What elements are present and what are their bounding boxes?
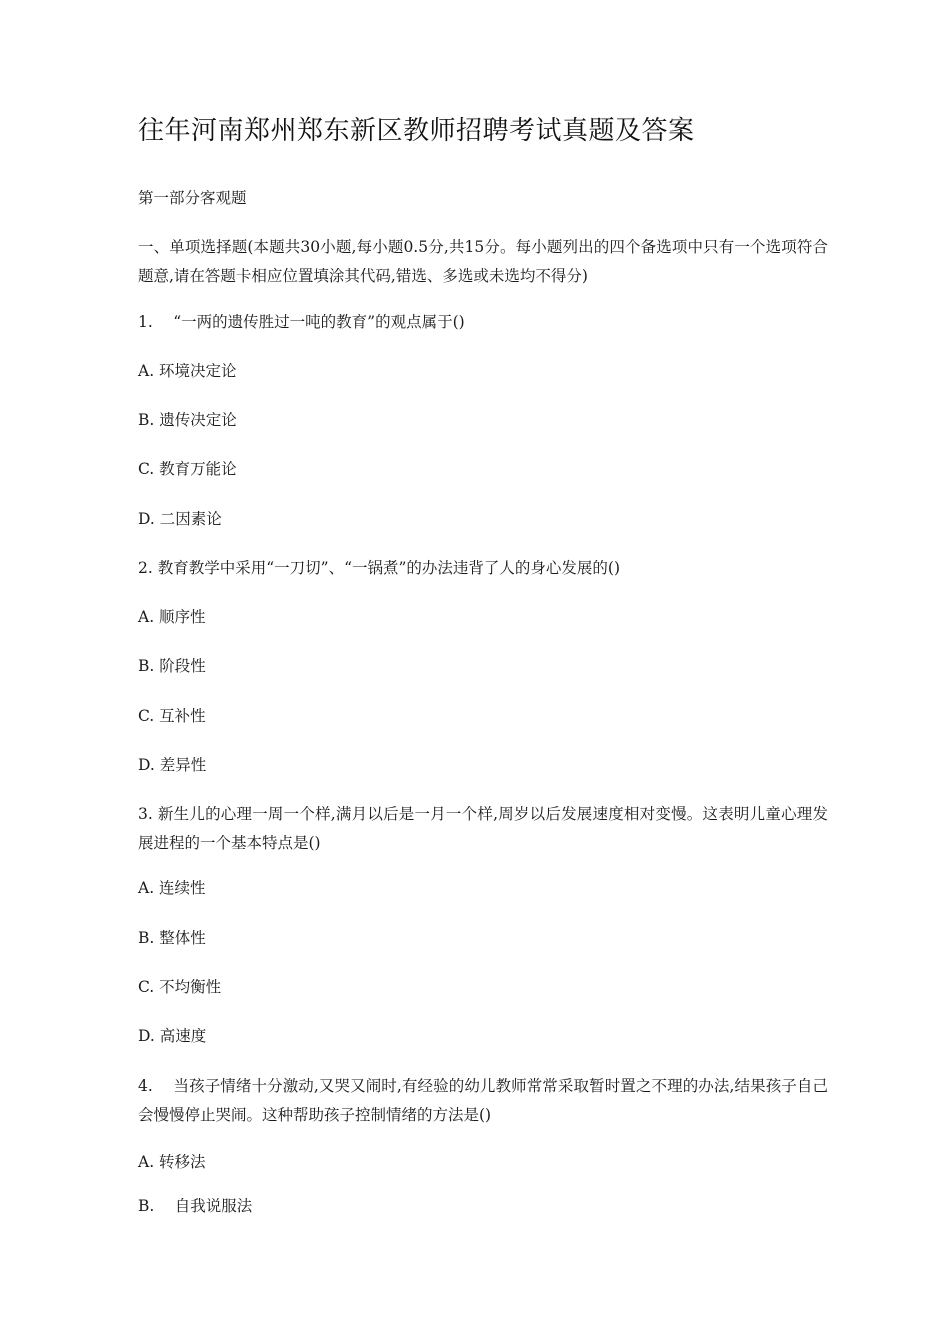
question-1-option-d: D. 二因素论 [138, 510, 222, 528]
document-title: 往年河南郑州郑东新区教师招聘考试真题及答案 [138, 116, 695, 146]
question-3-option-a: A. 连续性 [138, 879, 206, 897]
question-3-option-b: B. 整体性 [138, 929, 206, 947]
question-3-option-d: D. 高速度 [138, 1027, 207, 1045]
question-1-option-a: A. 环境决定论 [138, 362, 237, 380]
question-1-stem: 1. “一两的遗传胜过一吨的教育”的观点属于() [138, 313, 465, 331]
question-4-stem: 4. 当孩子情绪十分激动,又哭又闹时,有经验的幼儿教师常常采取暂时置之不理的办法,结果孩子自己会慢慢停止哭闹。这种帮助孩子控制情绪的方法是() [138, 1077, 828, 1124]
section-intro: 一、单项选择题(本题共30小题,每小题0.5分,共15分。每小题列出的四个备选项中只有一个选项符合题意,请在答题卡相应位置填涂其代码,错选、多选或未选均不得分) [138, 238, 828, 285]
question-2-option-c: C. 互补性 [138, 707, 206, 725]
question-1-option-b: B. 遗传决定论 [138, 411, 237, 429]
question-2-option-a: A. 顺序性 [138, 608, 206, 626]
question-4-option-b: B. 自我说服法 [138, 1197, 253, 1215]
question-2-option-d: D. 差异性 [138, 756, 207, 774]
question-4-option-a: A. 转移法 [138, 1153, 206, 1171]
part-heading: 第一部分客观题 [138, 189, 247, 207]
question-2-option-b: B. 阶段性 [138, 657, 206, 675]
question-1-option-c: C. 教育万能论 [138, 460, 237, 478]
question-2-stem: 2. 教育教学中采用“一刀切”、“一锅煮”的办法违背了人的身心发展的() [138, 559, 621, 577]
question-3-stem: 3. 新生儿的心理一周一个样,满月以后是一月一个样,周岁以后发展速度相对变慢。这表明儿童心理发展进程的一个基本特点是() [138, 805, 828, 852]
question-3-option-c: C. 不均衡性 [138, 978, 222, 996]
document-page [138, 0, 828, 1344]
